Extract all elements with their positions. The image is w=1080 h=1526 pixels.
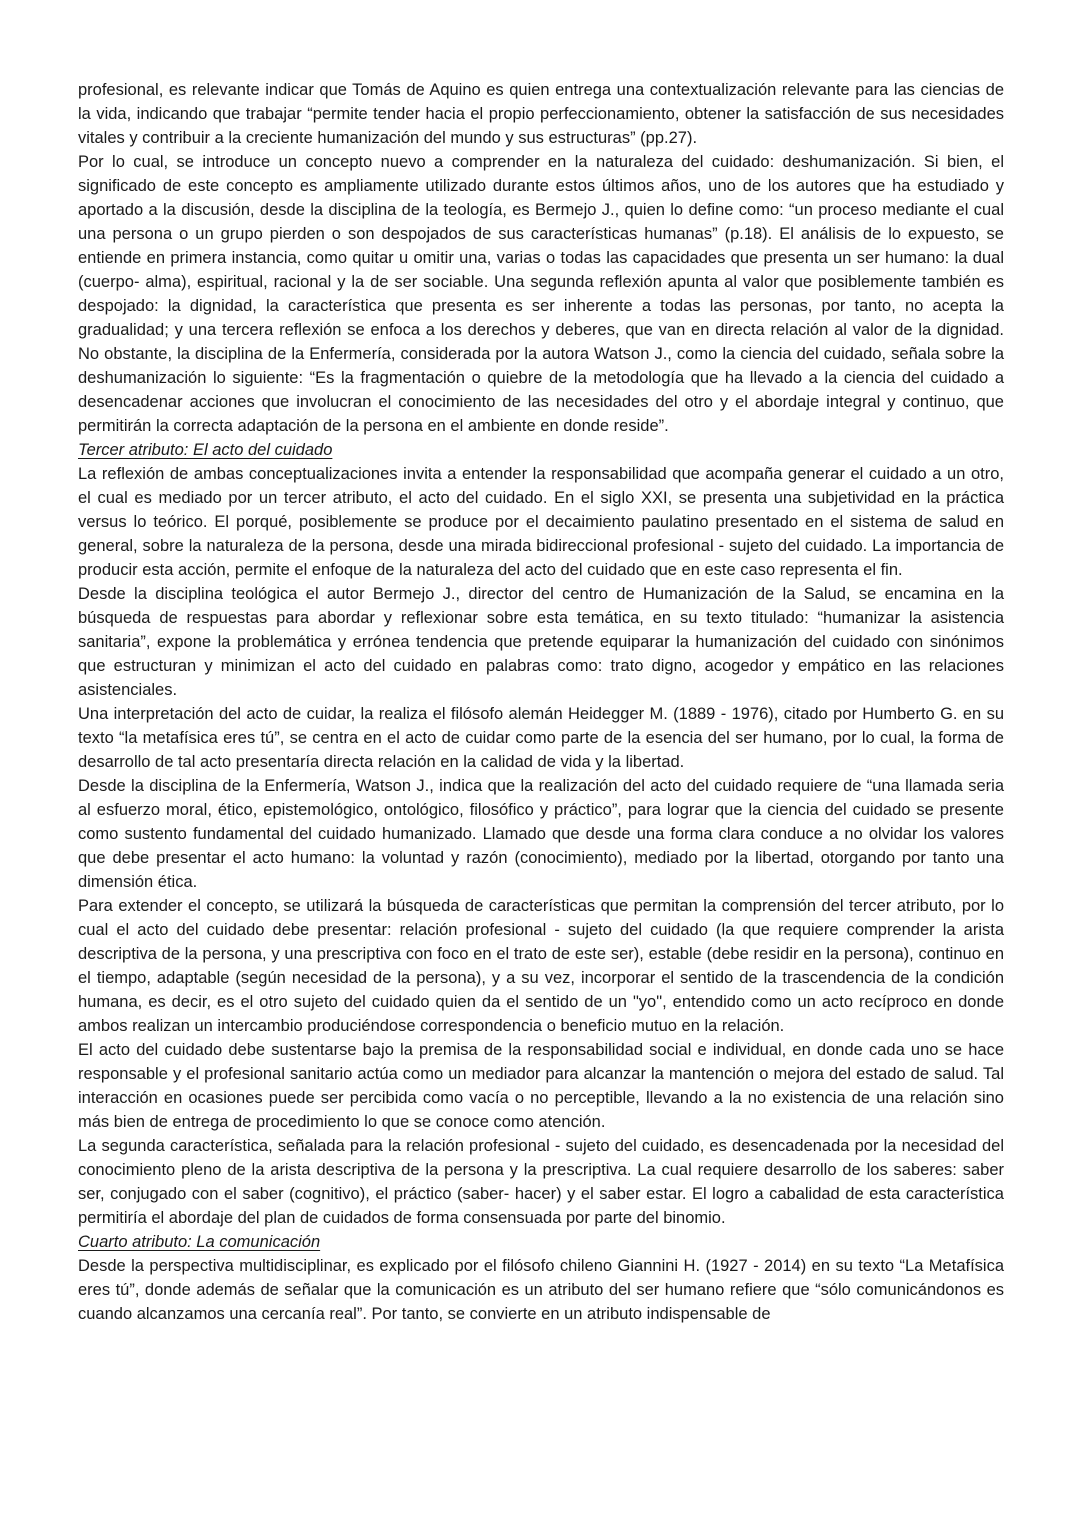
paragraph: El acto del cuidado debe sustentarse bajo la premisa de la responsabilidad social e individual, en donde cada uno se hace responsable y el profesional sanitario actúa como un mediador para alcanzar la mantención o mejora del estado de salud. Tal interacción en ocasiones puede ser percibida como vacía o no perceptible, llevando a la no existencia de una relación sino más bien de entrega de procedimiento lo que se conoce como atención. [78, 1041, 1004, 1131]
section-heading-cuarto-atributo: Cuarto atributo: La comunicación [78, 1233, 321, 1251]
paragraph: Para extender el concepto, se utilizará la búsqueda de características que permitan la comprensión del tercer atributo, por lo cual el acto del cuidado debe presentar: relación profesional - sujeto del cuidado (la que requiere comprender la arista descriptiva de la persona, y una prescriptiva con foco en el trato de este ser), estable (debe residir en la persona), continuo en el tiempo, adaptable (según necesidad de la persona), y a su vez, incorporar el sentido de la trascendencia de la condición humana, es decir, es el otro sujeto del cuidado quien da el sentido de un "yo", entendido como un acto recíproco en donde ambos realizan un intercambio produciéndose correspondencia o beneficio mutuo en la relación. [78, 897, 1004, 1035]
paragraph: profesional, es relevante indicar que Tomás de Aquino es quien entrega una contextualización relevante para las ciencias de la vida, indicando que trabajar “permite tender hacia el propio perfeccionamiento, obtener la satisfacción de sus necesidades vitales y contribuir a la creciente humanización del mundo y sus estructuras” (pp.27). [78, 81, 1004, 147]
paragraph: Desde la perspectiva multidisciplinar, es explicado por el filósofo chileno Giannini H. (1927 - 2014) en su texto “La Metafísica eres tú”, donde además de señalar que la comunicación es un atributo del ser humano refiere que “sólo comunicándonos es cuando alcanzamos una cercanía real”. Por tanto, se convierte en un atributo indispensable de [78, 1257, 1004, 1323]
paragraph: Una interpretación del acto de cuidar, la realiza el filósofo alemán Heidegger M. (1889 - 1976), citado por Humberto G. en su texto “la metafísica eres tú”, se centra en el acto de cuidar como parte de la esencia del ser humano, por lo cual, la forma de desarrollo de tal acto presentaría directa relación en la calidad de vida y la libertad. [78, 705, 1004, 771]
section-heading-tercer-atributo: Tercer atributo: El acto del cuidado [78, 441, 333, 459]
paragraph: La reflexión de ambas conceptualizaciones invita a entender la responsabilidad que acompaña generar el cuidado a un otro, el cual es mediado por un tercer atributo, el acto del cuidado. En el siglo XXI, se presenta una subjetividad en la práctica versus lo teórico. El porqué, posiblemente se produce por el decaimiento paulatino presentado en el sistema de salud en general, sobre la naturaleza de la persona, desde una mirada bidireccional profesional - sujeto del cuidado. La importancia de producir esta acción, permite el enfoque de la naturaleza del acto del cuidado que en este caso representa el fin. [78, 465, 1004, 579]
paragraph: Por lo cual, se introduce un concepto nuevo a comprender en la naturaleza del cuidado: deshumanización. Si bien, el significado de este concepto es ampliamente utilizado durante estos últimos años, uno de los autores que ha estudiado y aportado a la discusión, desde la disciplina de la teología, es Bermejo J., quien lo define como: “un proceso mediante el cual una persona o un grupo pierden o son despojados de sus características humanas” (p.18). El análisis de lo expuesto, se entiende en primera instancia, como quitar u omitir una, varias o todas las capacidades que presenta un ser humano: la dual (cuerpo- alma), espiritual, racional y la de ser sociable. Una segunda reflexión apunta al valor que posiblemente también es despojado: la dignidad, la característica que presenta es ser inherente a todas las personas, por tanto, no acepta la gradualidad; y una tercera reflexión se enfoca a los derechos y deberes, que van en directa relación al valor de la dignidad. No obstante, la disciplina de la Enfermería, considerada por la autora Watson J., como la ciencia del cuidado, señala sobre la deshumanización lo siguiente: “Es la fragmentación o quiebre de la metodología que ha llevado a la ciencia del cuidado a desencadenar acciones que involucran el conocimiento de las necesidades del otro y el abordaje integral y continuo, que permitirán la correcta adaptación de la persona en el ambiente en donde reside”. [78, 153, 1004, 435]
paragraph: La segunda característica, señalada para la relación profesional - sujeto del cuidado, es desencadenada por la necesidad del conocimiento pleno de la arista descriptiva de la persona y la prescriptiva. La cual requiere desarrollo de los saberes: saber ser, conjugado con el saber (cognitivo), el práctico (saber- hacer) y el saber estar. El logro a cabalidad de esta característica permitiría el abordaje del plan de cuidados de forma consensuada por parte del binomio. [78, 1137, 1004, 1227]
paragraph: Desde la disciplina teológica el autor Bermejo J., director del centro de Humanización de la Salud, se encamina en la búsqueda de respuestas para abordar y reflexionar sobre esta temática, en su texto titulado: “humanizar la asistencia sanitaria”, expone la problemática y errónea tendencia que pretende equiparar la humanización del cuidado con sinónimos que estructuran y minimizan el acto del cuidado en palabras como: trato digno, acogedor y empático en las relaciones asistenciales. [78, 585, 1004, 699]
document-body [78, 78, 1004, 1326]
paragraph: Desde la disciplina de la Enfermería, Watson J., indica que la realización del acto del cuidado requiere de “una llamada seria al esfuerzo moral, ético, epistemológico, ontológico, filosófico y práctico”, para lograr que la ciencia del cuidado se presente como sustento fundamental del cuidado humanizado. Llamado que desde una forma clara conduce a no olvidar los valores que debe presentar el acto humano: la voluntad y razón (conocimiento), mediado por la libertad, otorgando por tanto una dimensión ética. [78, 777, 1004, 891]
